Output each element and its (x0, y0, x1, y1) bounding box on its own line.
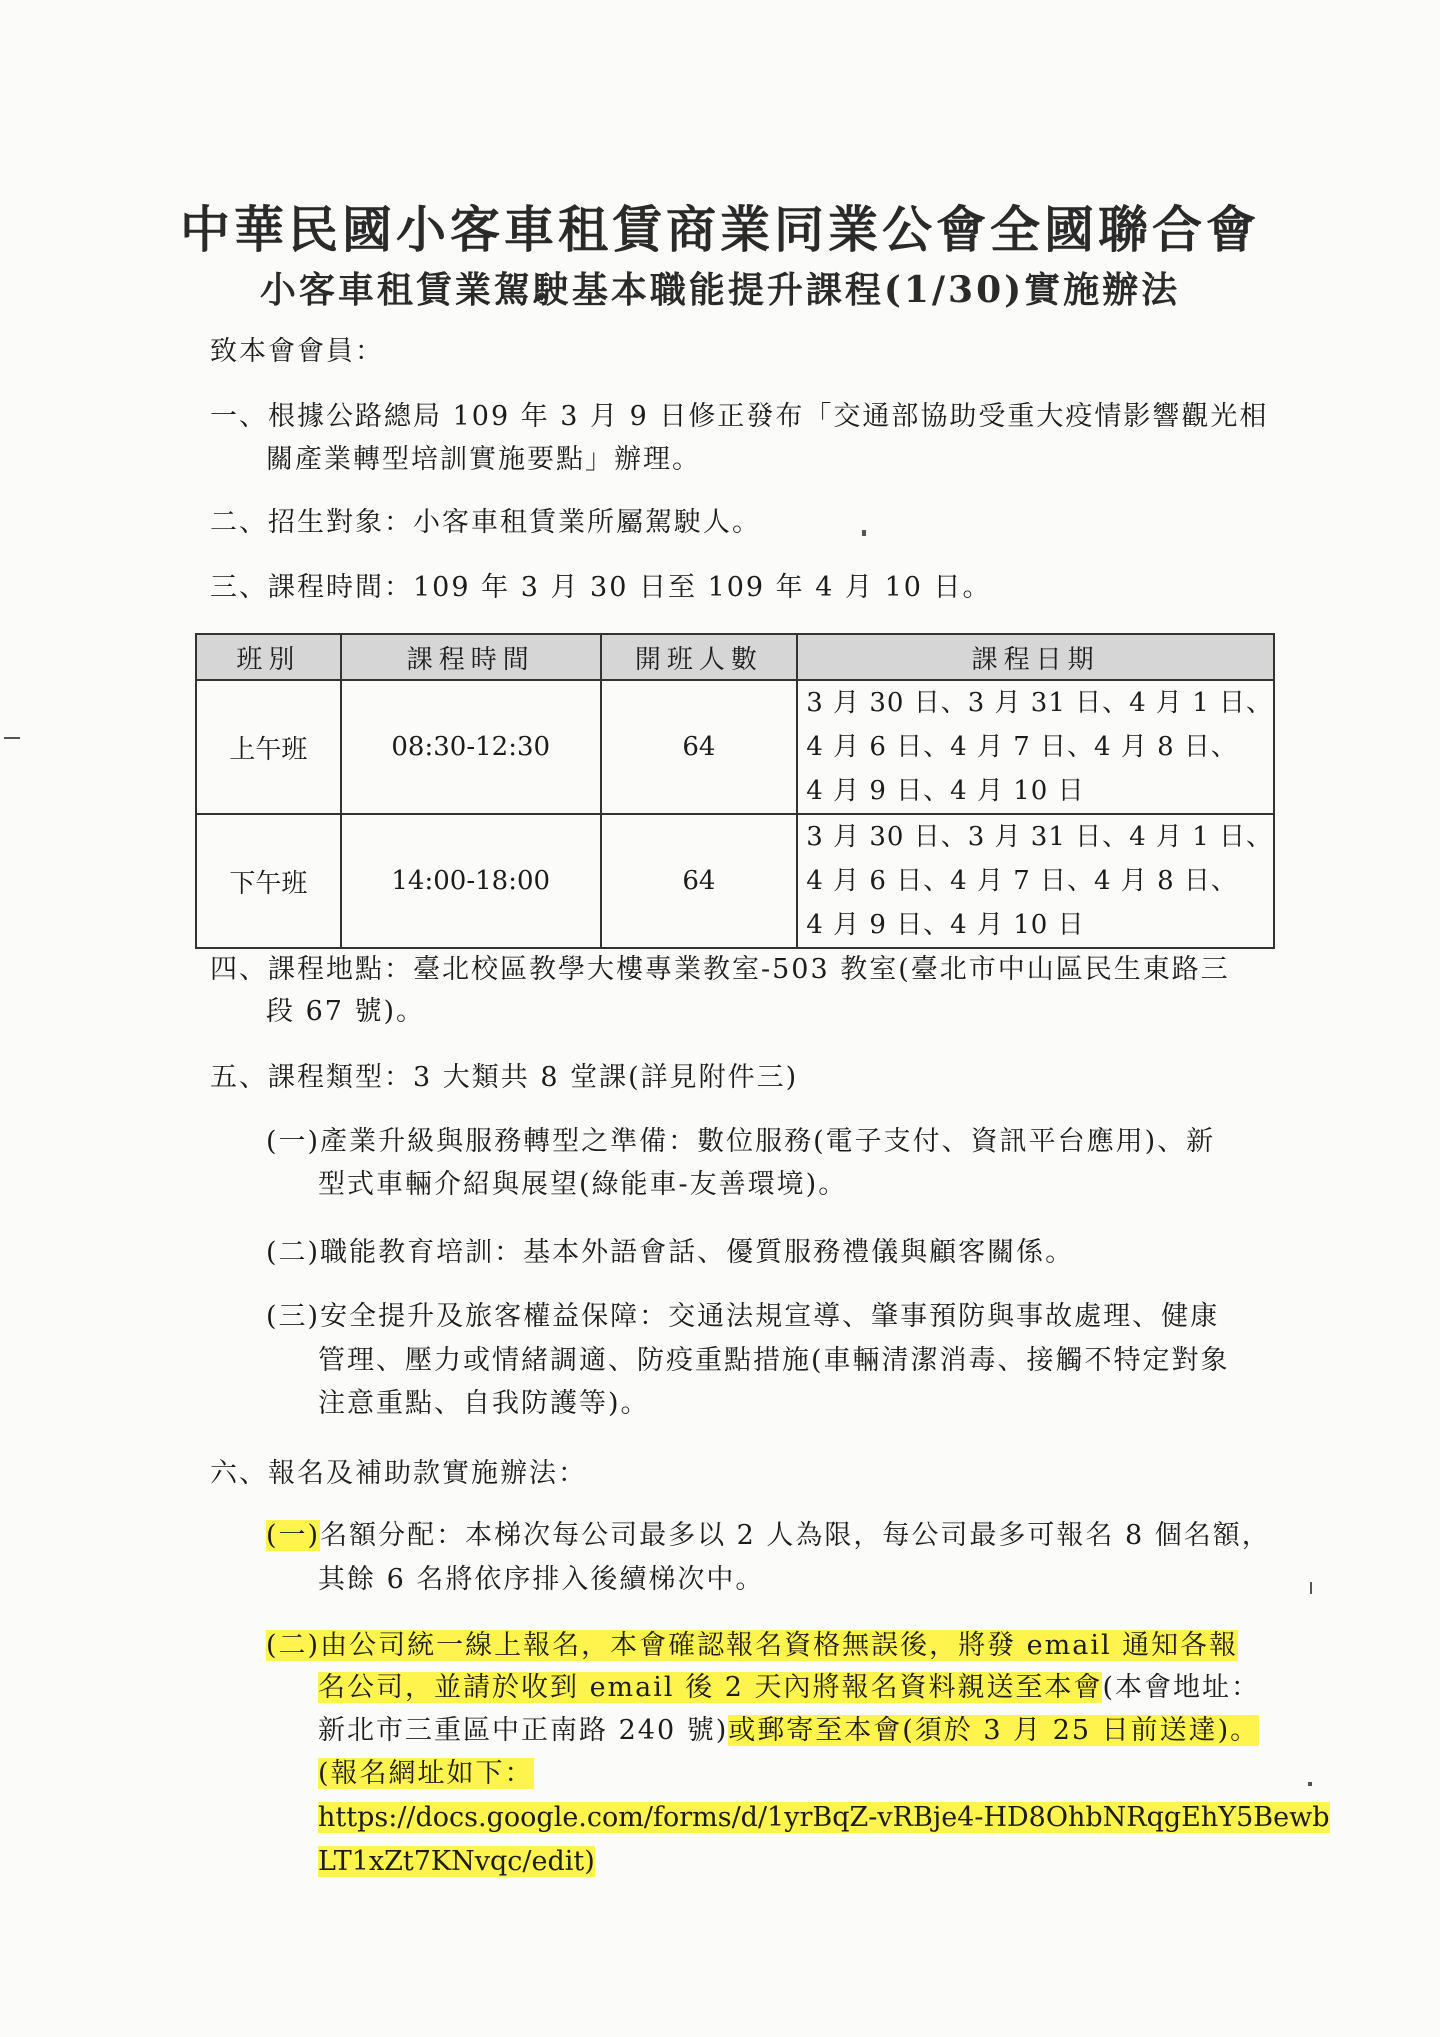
item-6-2-line-1 (266, 1626, 1238, 1666)
item-6-2-line-2 (318, 1668, 1260, 1708)
date-line: 4 月 9 日、4 月 10 日 (806, 910, 1085, 940)
item-3: 三、課程時間：109 年 3 月 30 日至 109 年 4 月 10 日。 (210, 572, 992, 603)
cell-class: 下午班 (196, 814, 341, 948)
cell-class: 上午班 (196, 680, 341, 814)
item-5-3-line-2: 管理、壓力或情緒調適、防疫重點措施(車輛清潔消毒、接觸不特定對象 (318, 1345, 1230, 1376)
highlighted-text: 名公司，並請於收到 email 後 2 天內將報名資料親送至本會 (318, 1672, 1103, 1703)
item-6-2-line-3 (318, 1711, 1259, 1751)
cell-time: 14:00-18:00 (341, 814, 601, 948)
item-6-1-text: 名額分配：本梯次每公司最多以 2 人為限，每公司最多可報名 8 個名額， (320, 1520, 1271, 1551)
cell-count: 64 (601, 680, 798, 814)
highlighted-text: (報名網址如下： (318, 1758, 534, 1789)
item-5-2: (二)職能教育培訓：基本外語會話、優質服務禮儀與顧客關係。 (266, 1237, 1075, 1268)
table-header-row (196, 634, 1274, 680)
highlighted-text: 或郵寄至本會(須於 3 月 25 日前送達)。 (728, 1715, 1260, 1746)
item-6-1-line-1 (266, 1516, 1271, 1556)
registration-url[interactable]: https://docs.google.com/forms/d/1yrBqZ-vRBje4-HD8OhbNRqgEhY5Bewb (318, 1802, 1330, 1833)
registration-url[interactable]: LT1xZt7KNvqc/edit) (318, 1846, 595, 1877)
address-label: (本會地址： (1102, 1672, 1261, 1703)
item-1-line-2: 關產業轉型培訓實施要點」辦理。 (266, 444, 701, 475)
page-title: 中華民國小客車租賃商業同業公會全國聯合會 (180, 200, 1260, 259)
date-line: 3 月 30 日、3 月 31 日、4 月 1 日、 (806, 822, 1273, 852)
item-1-line-1: 一、根據公路總局 109 年 3 月 9 日修正發布「交通部協助受重大疫情影響觀光相 (210, 401, 1269, 432)
cell-dates (797, 680, 1274, 814)
address-text: 新北市三重區中正南路 240 號) (318, 1715, 729, 1746)
page-subtitle: 小客車租賃業駕駛基本職能提升課程(1/30)實施辦法 (259, 269, 1181, 311)
scan-speck (862, 530, 866, 536)
highlighted-text: (二)由公司統一線上報名，本會確認報名資格無誤後，將發 email 通知各報 (266, 1630, 1239, 1661)
registration-url-line-1[interactable] (318, 1798, 1330, 1838)
col-time: 課程時間 (341, 634, 601, 680)
table-row (196, 814, 1274, 948)
cell-time: 08:30-12:30 (341, 680, 601, 814)
item-5-3-line-3: 注意重點、自我防護等)。 (318, 1388, 650, 1419)
course-table (195, 633, 1275, 949)
date-line: 4 月 6 日、4 月 7 日、4 月 8 日、 (806, 732, 1238, 762)
item-6-2-line-4 (318, 1754, 534, 1794)
item-6: 六、報名及補助款實施辦法： (210, 1458, 587, 1489)
scan-speck (4, 737, 20, 739)
salutation: 致本會會員： (210, 336, 384, 367)
item-4-line-1: 四、課程地點：臺北校區教學大樓專業教室-503 教室(臺北市中山區民生東路三 (210, 954, 1230, 985)
cell-dates (797, 814, 1274, 948)
item-5: 五、課程類型：3 大類共 8 堂課(詳見附件三) (210, 1062, 799, 1093)
item-6-1-marker: (一) (266, 1520, 321, 1551)
item-2: 二、招生對象：小客車租賃業所屬駕駛人。 (210, 507, 761, 538)
col-count: 開班人數 (601, 634, 798, 680)
item-6-1-line-2: 其餘 6 名將依序排入後續梯次中。 (318, 1564, 765, 1595)
cell-count: 64 (601, 814, 798, 948)
date-line: 4 月 6 日、4 月 7 日、4 月 8 日、 (806, 866, 1238, 896)
item-5-3-line-1: (三)安全提升及旅客權益保障：交通法規宣導、肇事預防與事故處理、健康 (266, 1301, 1220, 1332)
registration-url-line-2[interactable] (318, 1842, 595, 1882)
item-5-1-line-1: (一)產業升級與服務轉型之準備：數位服務(電子支付、資訊平台應用)、新 (266, 1126, 1216, 1157)
date-line: 3 月 30 日、3 月 31 日、4 月 1 日、 (806, 688, 1273, 718)
col-dates: 課程日期 (797, 634, 1274, 680)
scan-speck (1310, 1582, 1312, 1594)
item-4-line-2: 段 67 號)。 (266, 996, 426, 1027)
table-row (196, 680, 1274, 814)
item-5-1-line-2: 型式車輛介紹與展望(綠能車-友善環境)。 (318, 1169, 848, 1200)
col-class: 班別 (196, 634, 341, 680)
scan-speck (1308, 1782, 1312, 1786)
date-line: 4 月 9 日、4 月 10 日 (806, 776, 1085, 806)
